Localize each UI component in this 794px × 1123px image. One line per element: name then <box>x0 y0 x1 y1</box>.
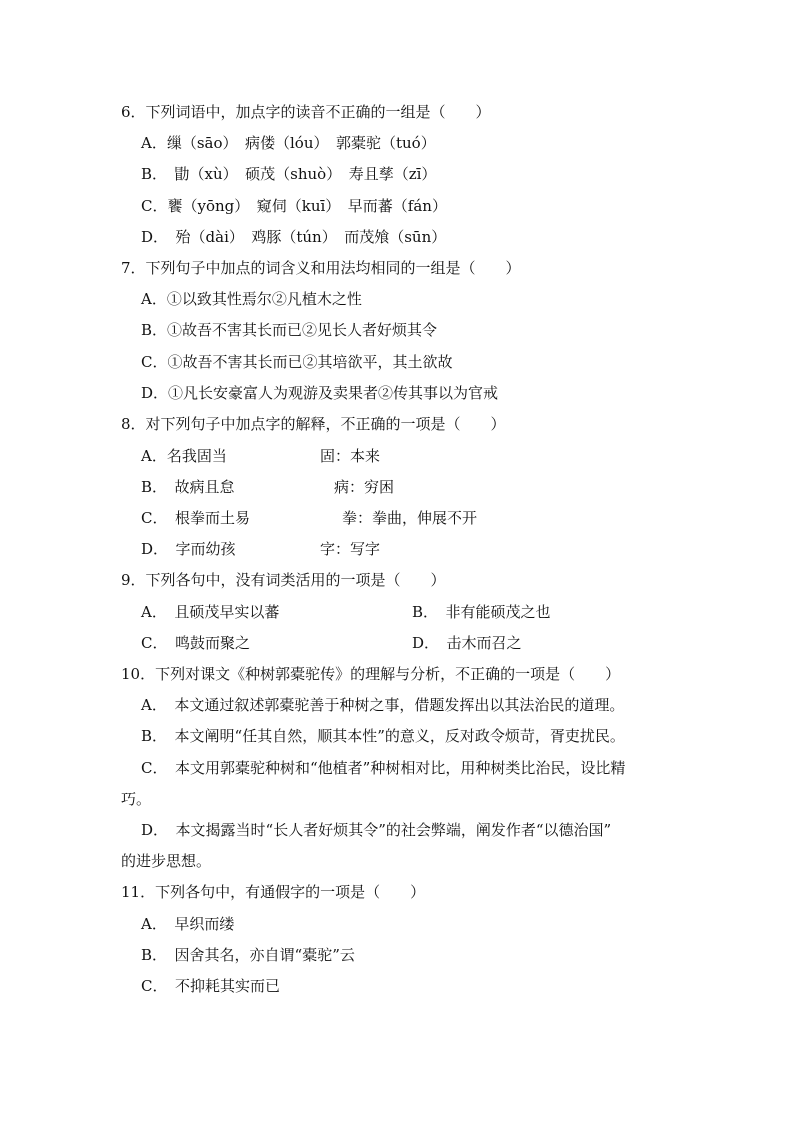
question-10-stem: 10．下列对课文《种树郭橐驼传》的理解与分析，不正确的一项是（ ） <box>121 665 621 683</box>
question-6-stem: 6．下列词语中，加点字的读音不正确的一组是（ ） <box>121 103 491 121</box>
question-10-option-d-continued: 的进步思想。 <box>121 852 212 870</box>
question-10-option-a: A． 本文通过叙述郭橐驼善于种树之事，借题发挥出以其法治民的道理。 <box>141 696 625 714</box>
question-10-option-d: D． 本文揭露当时“长人者好烦其令”的社会弊端，阐发作者“以德治国” <box>141 821 612 839</box>
question-9-option-a: A． 且硕茂早实以蕃 <box>141 603 280 621</box>
question-11-option-b: B． 因舍其名，亦自谓“橐驼”云 <box>141 946 355 964</box>
question-11-option-a: A． 早织而缕 <box>141 915 235 933</box>
question-8-option-d: D． 字而幼孩 <box>141 540 236 558</box>
question-6-option-c: C．饔（yōng） 窥伺（kuī） 早而蕃（fán） <box>141 197 447 215</box>
question-7-option-c: C．①故吾不害其长而已②其培欲平，其土欲故 <box>141 353 453 371</box>
question-8-option-d-explanation: 字：写字 <box>320 540 381 558</box>
question-8-stem: 8．对下列句子中加点字的解释，不正确的一项是（ ） <box>121 415 506 433</box>
question-7-option-b: B．①故吾不害其长而已②见长人者好烦其令 <box>141 321 438 339</box>
question-7-option-a: A．①以致其性焉尔②凡植木之性 <box>141 290 362 308</box>
question-8-option-a-explanation: 固：本来 <box>320 447 381 465</box>
question-8-option-a: A．名我固当 <box>141 447 227 465</box>
question-10-option-c-continued: 巧。 <box>121 790 152 808</box>
question-6-option-b: B． 勖（xù） 硕茂（shuò） 寿且孳（zī） <box>141 165 437 183</box>
question-6-option-d: D． 殆（dài） 鸡豚（tún） 而茂飧（sūn） <box>141 228 447 246</box>
question-9-option-b: B． 非有能硕茂之也 <box>412 603 551 621</box>
question-10-option-c: C． 本文用郭橐驼种树和“他植者”种树相对比，用种树类比治民，设比精 <box>141 759 626 777</box>
question-10-option-b: B． 本文阐明“任其自然，顺其本性”的意义，反对政令烦苛，胥吏扰民。 <box>141 727 625 745</box>
question-9-option-c: C． 鸣鼓而聚之 <box>141 634 250 652</box>
question-8-option-c-explanation: 拳：拳曲，伸展不开 <box>342 509 478 527</box>
question-11-option-c: C． 不抑耗其实而已 <box>141 977 280 995</box>
question-9-option-d: D． 击木而召之 <box>412 634 522 652</box>
question-8-option-b: B． 故病且怠 <box>141 478 235 496</box>
question-9-stem: 9．下列各句中，没有词类活用的一项是（ ） <box>121 571 446 589</box>
question-6-option-a: A．缫（sāo） 病偻（lóu） 郭橐驼（tuó） <box>141 134 436 152</box>
question-11-stem: 11．下列各句中，有通假字的一项是（ ） <box>121 883 426 901</box>
question-8-option-c: C． 根拳而土易 <box>141 509 250 527</box>
question-7-option-d: D．①凡长安豪富人为观游及卖果者②传其事以为官戒 <box>141 384 499 402</box>
question-8-option-b-explanation: 病：穷困 <box>334 478 395 496</box>
question-7-stem: 7．下列句子中加点的词含义和用法均相同的一组是（ ） <box>121 259 521 277</box>
